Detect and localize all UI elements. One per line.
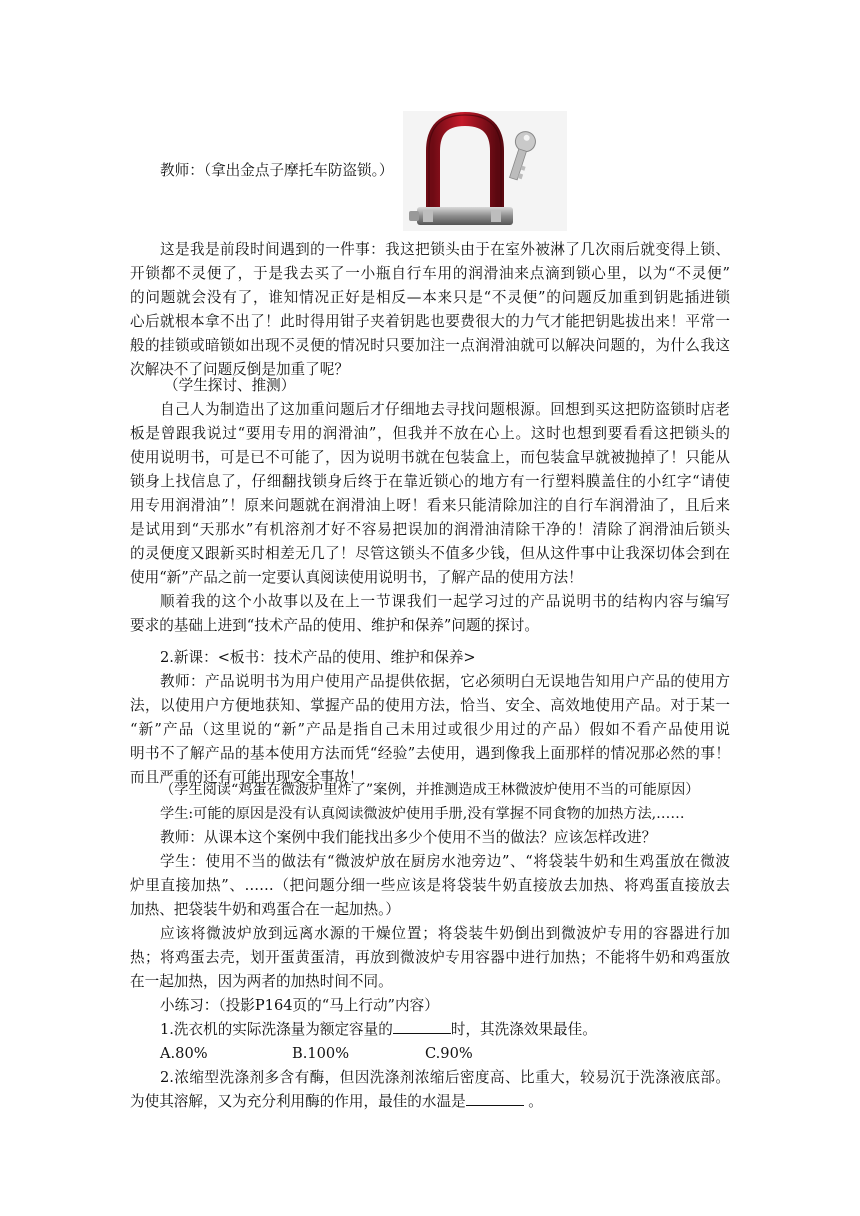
student-answer-2-line: 学生：使用不当的做法有“微波炉放在厨房水池旁边”、“将袋装牛奶和生鸡蛋放在微波 <box>160 853 730 870</box>
answer-line: 在一起加热，因为两者的加热时间不同。 <box>130 973 393 990</box>
new-lesson-heading: 2.新课：<板书：技术产品的使用、维护和保养> <box>160 649 476 666</box>
student-answer-2-line: 炉里直接加热”、……（把问题分细一些应该是将袋装牛奶直接放去加热、将鸡蛋直接放去 <box>130 877 730 894</box>
lock-icon <box>403 111 567 231</box>
transition-line: 顺着我的这个小故事以及在上一节课我们一起学习过的产品说明书的结构内容与编写 <box>160 593 730 610</box>
question-2-text: 为使其溶解，又为充分利用酶的作用，最佳的水温是 <box>130 1093 466 1110</box>
answer-line: 应该将微波炉放到远离水源的干燥位置；将袋装牛奶倒出到微波炉专用的容器进行加 <box>160 925 730 942</box>
story-line: 次解决不了问题反倒是加重了呢？ <box>130 361 349 378</box>
story2-line: 用专用润滑油”！原来问题就在润滑油上呀！看来只能清除加注的自行车润滑油了，且后来 <box>130 497 730 514</box>
option-c: C.90% <box>425 1045 473 1062</box>
story2-line: 的灵便度又跟新买时相差无几了！尽管这锁头不值多少钱，但从这件事中让我深切体会到在 <box>130 545 730 562</box>
student-reading-note: （学生阅读“鸡蛋在微波炉里炸了”案例，并推测造成王林微波炉使用不当的可能原因） <box>160 782 700 798</box>
teacher-line: 教师：产品说明书为用户使用产品提供依据，它必须明白无误地告知用户产品的使用方 <box>160 673 730 690</box>
option-a: A.80% <box>160 1045 208 1062</box>
story2-line: 是试用到“天那水”有机溶剂才好不容易把误加的润滑油清除干净的！清除了润滑油后锁头 <box>130 521 730 538</box>
teacher-line: “新”产品（这里说的“新”产品是指自己未用过或很少用过的产品）假如不看产品使用说 <box>130 721 730 738</box>
question-1-text: 1.洗衣机的实际洗涤量为额定容量的 <box>160 1021 393 1038</box>
exercise-question-1 <box>160 1018 730 1042</box>
story2-line: 自己人为制造出了这加重问题后才仔细地去寻找问题根源。回想到买这把防盗锁时店老 <box>160 401 730 418</box>
student-answer-1: 学生:可能的原因是没有认真阅读微波炉使用手册,没有掌握不同食物的加热方法,…… <box>160 806 685 822</box>
teacher-line: 法，以使用户方便地获知、掌握产品的使用方法，恰当、安全、高效地使用产品。对于某一 <box>130 697 730 714</box>
teacher-action-text: 教师：（拿出金点子摩托车防盗锁。） <box>160 162 394 179</box>
story2-line: 使用“新”产品之前一定要认真阅读使用说明书，了解产品的使用方法！ <box>130 569 583 586</box>
teacher-question: 教师：从课本这个案例中我们能找出多少个使用不当的做法？应该怎样改进？ <box>160 829 657 846</box>
question-2-text-end: 。 <box>523 1093 543 1110</box>
student-answer-2-line: 加热、把袋装牛奶和鸡蛋合在一起加热。） <box>130 901 400 918</box>
exercise-question-2-cont <box>130 1090 730 1114</box>
exercise-question-2: 2.浓缩型洗涤剂多含有酶，但因洗涤剂浓缩后密度高、比重大，较易沉于洗涤液底部。 <box>160 1069 730 1086</box>
u-lock-with-key-photo <box>403 111 567 231</box>
option-b: B.100% <box>292 1045 350 1062</box>
answer-blank <box>393 1019 451 1034</box>
story-line: 心后就根本拿不出了！此时得用钳子夹着钥匙也要费很大的力气才能把钥匙拔出来！平常一 <box>130 313 730 330</box>
teacher-line: 明书不了解产品的基本使用方法而凭“经验”去使用，遇到像我上面那样的情况那必然的事！ <box>130 745 730 762</box>
story-line: 这是我是前段时间遇到的一件事：我这把锁头由于在室外被淋了几次雨后就变得上锁、 <box>160 241 730 258</box>
question-1-text-end: 时，其洗涤效果最佳。 <box>450 1021 597 1038</box>
exercise-title: 小练习：（投影P164页的“马上行动”内容） <box>160 997 439 1014</box>
teacher-line: 而且严重的还有可能出现安全事故！ <box>130 769 364 786</box>
story2-line: 板是曾跟我说过“要用专用的润滑油”，但我并不放在心上。这时也想到要看看这把锁头的 <box>130 425 730 442</box>
story-line: 开锁都不灵便了，于是我去买了一小瓶自行车用的润滑油来点滴到锁心里，以为“不灵便” <box>130 265 730 282</box>
story-line: 般的挂锁或暗锁如出现不灵便的情况时只要加注一点润滑油就可以解决问题的，为什么我这 <box>130 337 730 354</box>
story-line: 的问题就会没有了，谁知情况正好是相反—本来只是“不灵便”的问题反加重到钥匙插进锁 <box>130 289 730 306</box>
transition-line: 要求的基础上进到“技术产品的使用、维护和保养”问题的探讨。 <box>130 617 539 634</box>
answer-line: 热；将鸡蛋去壳，划开蛋黄蛋清，再放到微波炉专用容器中进行加热；不能将牛奶和鸡蛋放 <box>130 949 730 966</box>
student-explore-note: （学生探讨、推测） <box>164 377 296 394</box>
answer-blank <box>466 1091 524 1106</box>
story2-line: 使用说明书，可是已不可能了，因为说明书就在包装盒上，而包装盒早就被抛掉了！只能从 <box>130 449 730 466</box>
story2-line: 锁身上找信息了，仔细翻找锁身后终于在靠近锁心的地方有一行塑料膜盖住的小红字“请使 <box>130 473 730 490</box>
